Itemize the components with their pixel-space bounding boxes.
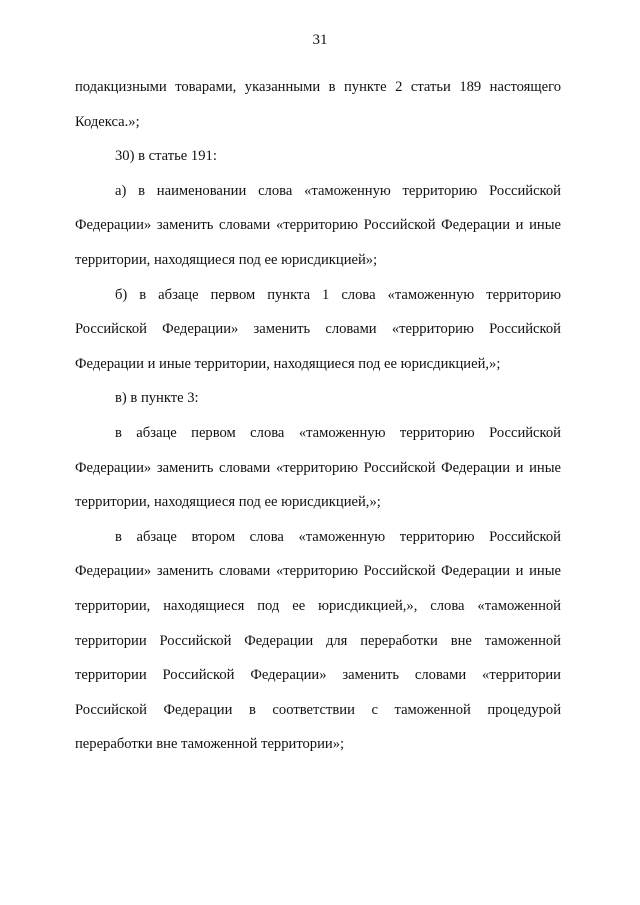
page-number: 31 [312,32,328,48]
paragraph-second-abzac: в абзаце втором слова «таможенную территорию Российской Федерации» заменить словами «территорию Российской Федерации и иные территории, находящиеся под ее юрисдикцией,», слова «таможенной территории Российской Федерации для переработки вне таможенной территории Российской Федерации» заменить словами «территории Российской Федерации в соответствии с таможенной процедурой переработки вне таможенной территории»; [75,528,561,753]
paragraph-subitem-b: б) в абзаце первом пункта 1 слова «таможенную территорию Российской Федерации» заменить словами «территорию Российской Федерации и иные территории, находящиеся под ее юрисдикцией,»; [75,286,561,372]
paragraph-item-30: 30) в статье 191: [115,148,217,165]
paragraph-first-abzac: в абзаце первом слова «таможенную территорию Российской Федерации» заменить словами «территорию Российской Федерации и иные территории, находящиеся под ее юрисдикцией,»; [75,424,561,511]
paragraph-continuation: подакцизными товарами, указанными в пункте 2 статьи 189 настоящего Кодекса.»; [75,79,561,130]
document-body [75,70,561,762]
paragraph-subitem-a: а) в наименовании слова «таможенную территорию Российской Федерации» заменить словами «территорию Российской Федерации и иные территории, находящиеся под ее юрисдикцией»; [75,182,561,268]
paragraph-subitem-v: в) в пункте 3: [115,390,199,407]
